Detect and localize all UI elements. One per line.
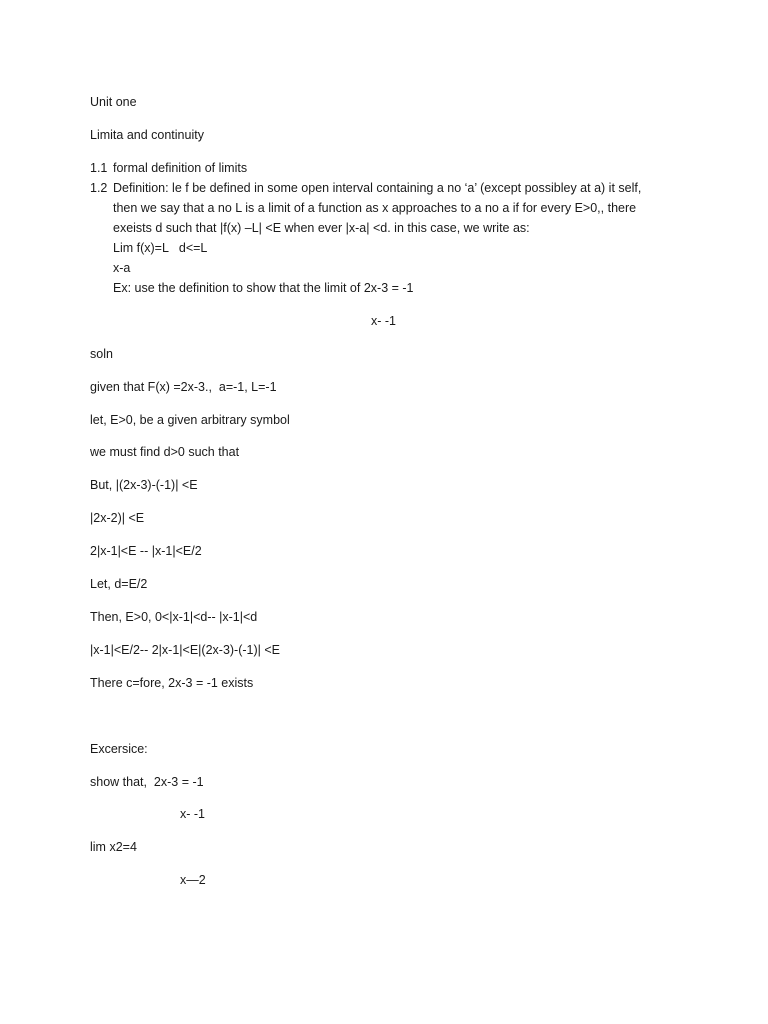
solution-line: Then, E>0, 0<|x-1|<d-- |x-1|<d (90, 610, 258, 624)
definition-line: exeists d such that |f(x) –L| <E when ever |x-a| <d. in this case, we write as: (113, 221, 530, 235)
solution-line: But, |(2x-3)-(-1)| <E (90, 478, 198, 492)
definition-line: then we say that a no L is a limit of a function as x approaches to a no a if for every E>0,, there (113, 201, 637, 215)
list-item-text: Definition: le f be defined in some open interval containing a no ‘a’ (except possibley at a) it self, (113, 181, 642, 195)
list-item-number: 1.2 (90, 181, 108, 195)
solution-line: Let, d=E/2 (90, 577, 148, 591)
solution-line: given that F(x) =2x-3., a=-1, L=-1 (90, 380, 277, 394)
solution-conclusion: There c=fore, 2x-3 = -1 exists (90, 676, 254, 690)
example-limit-subscript: x- -1 (371, 314, 396, 328)
example-statement: Ex: use the definition to show that the limit of 2x-3 = -1 (113, 281, 414, 295)
exercise-limit-subscript: x- -1 (180, 807, 205, 821)
unit-heading: Unit one (90, 95, 137, 109)
list-item-number: 1.1 (90, 161, 108, 175)
exercise-line: show that, 2x-3 = -1 (90, 775, 204, 789)
exercise-heading: Excersice: (90, 742, 148, 756)
solution-line: |2x-2)| <E (90, 511, 145, 525)
limit-expression: Lim f(x)=L d<=L (113, 241, 208, 255)
chapter-title: Limita and continuity (90, 128, 204, 142)
exercise-limit-subscript: x—2 (180, 873, 206, 887)
solution-line: we must find d>0 such that (90, 445, 240, 459)
solution-line: |x-1|<E/2-- 2|x-1|<E|(2x-3)-(-1)| <E (90, 643, 281, 657)
solution-line: soln (90, 347, 113, 361)
exercise-line: lim x2=4 (90, 840, 137, 854)
solution-line: 2|x-1|<E -- |x-1|<E/2 (90, 544, 202, 558)
solution-line: let, E>0, be a given arbitrary symbol (90, 413, 290, 427)
limit-subscript: x-a (113, 261, 131, 275)
list-item-text: formal definition of limits (113, 161, 248, 175)
